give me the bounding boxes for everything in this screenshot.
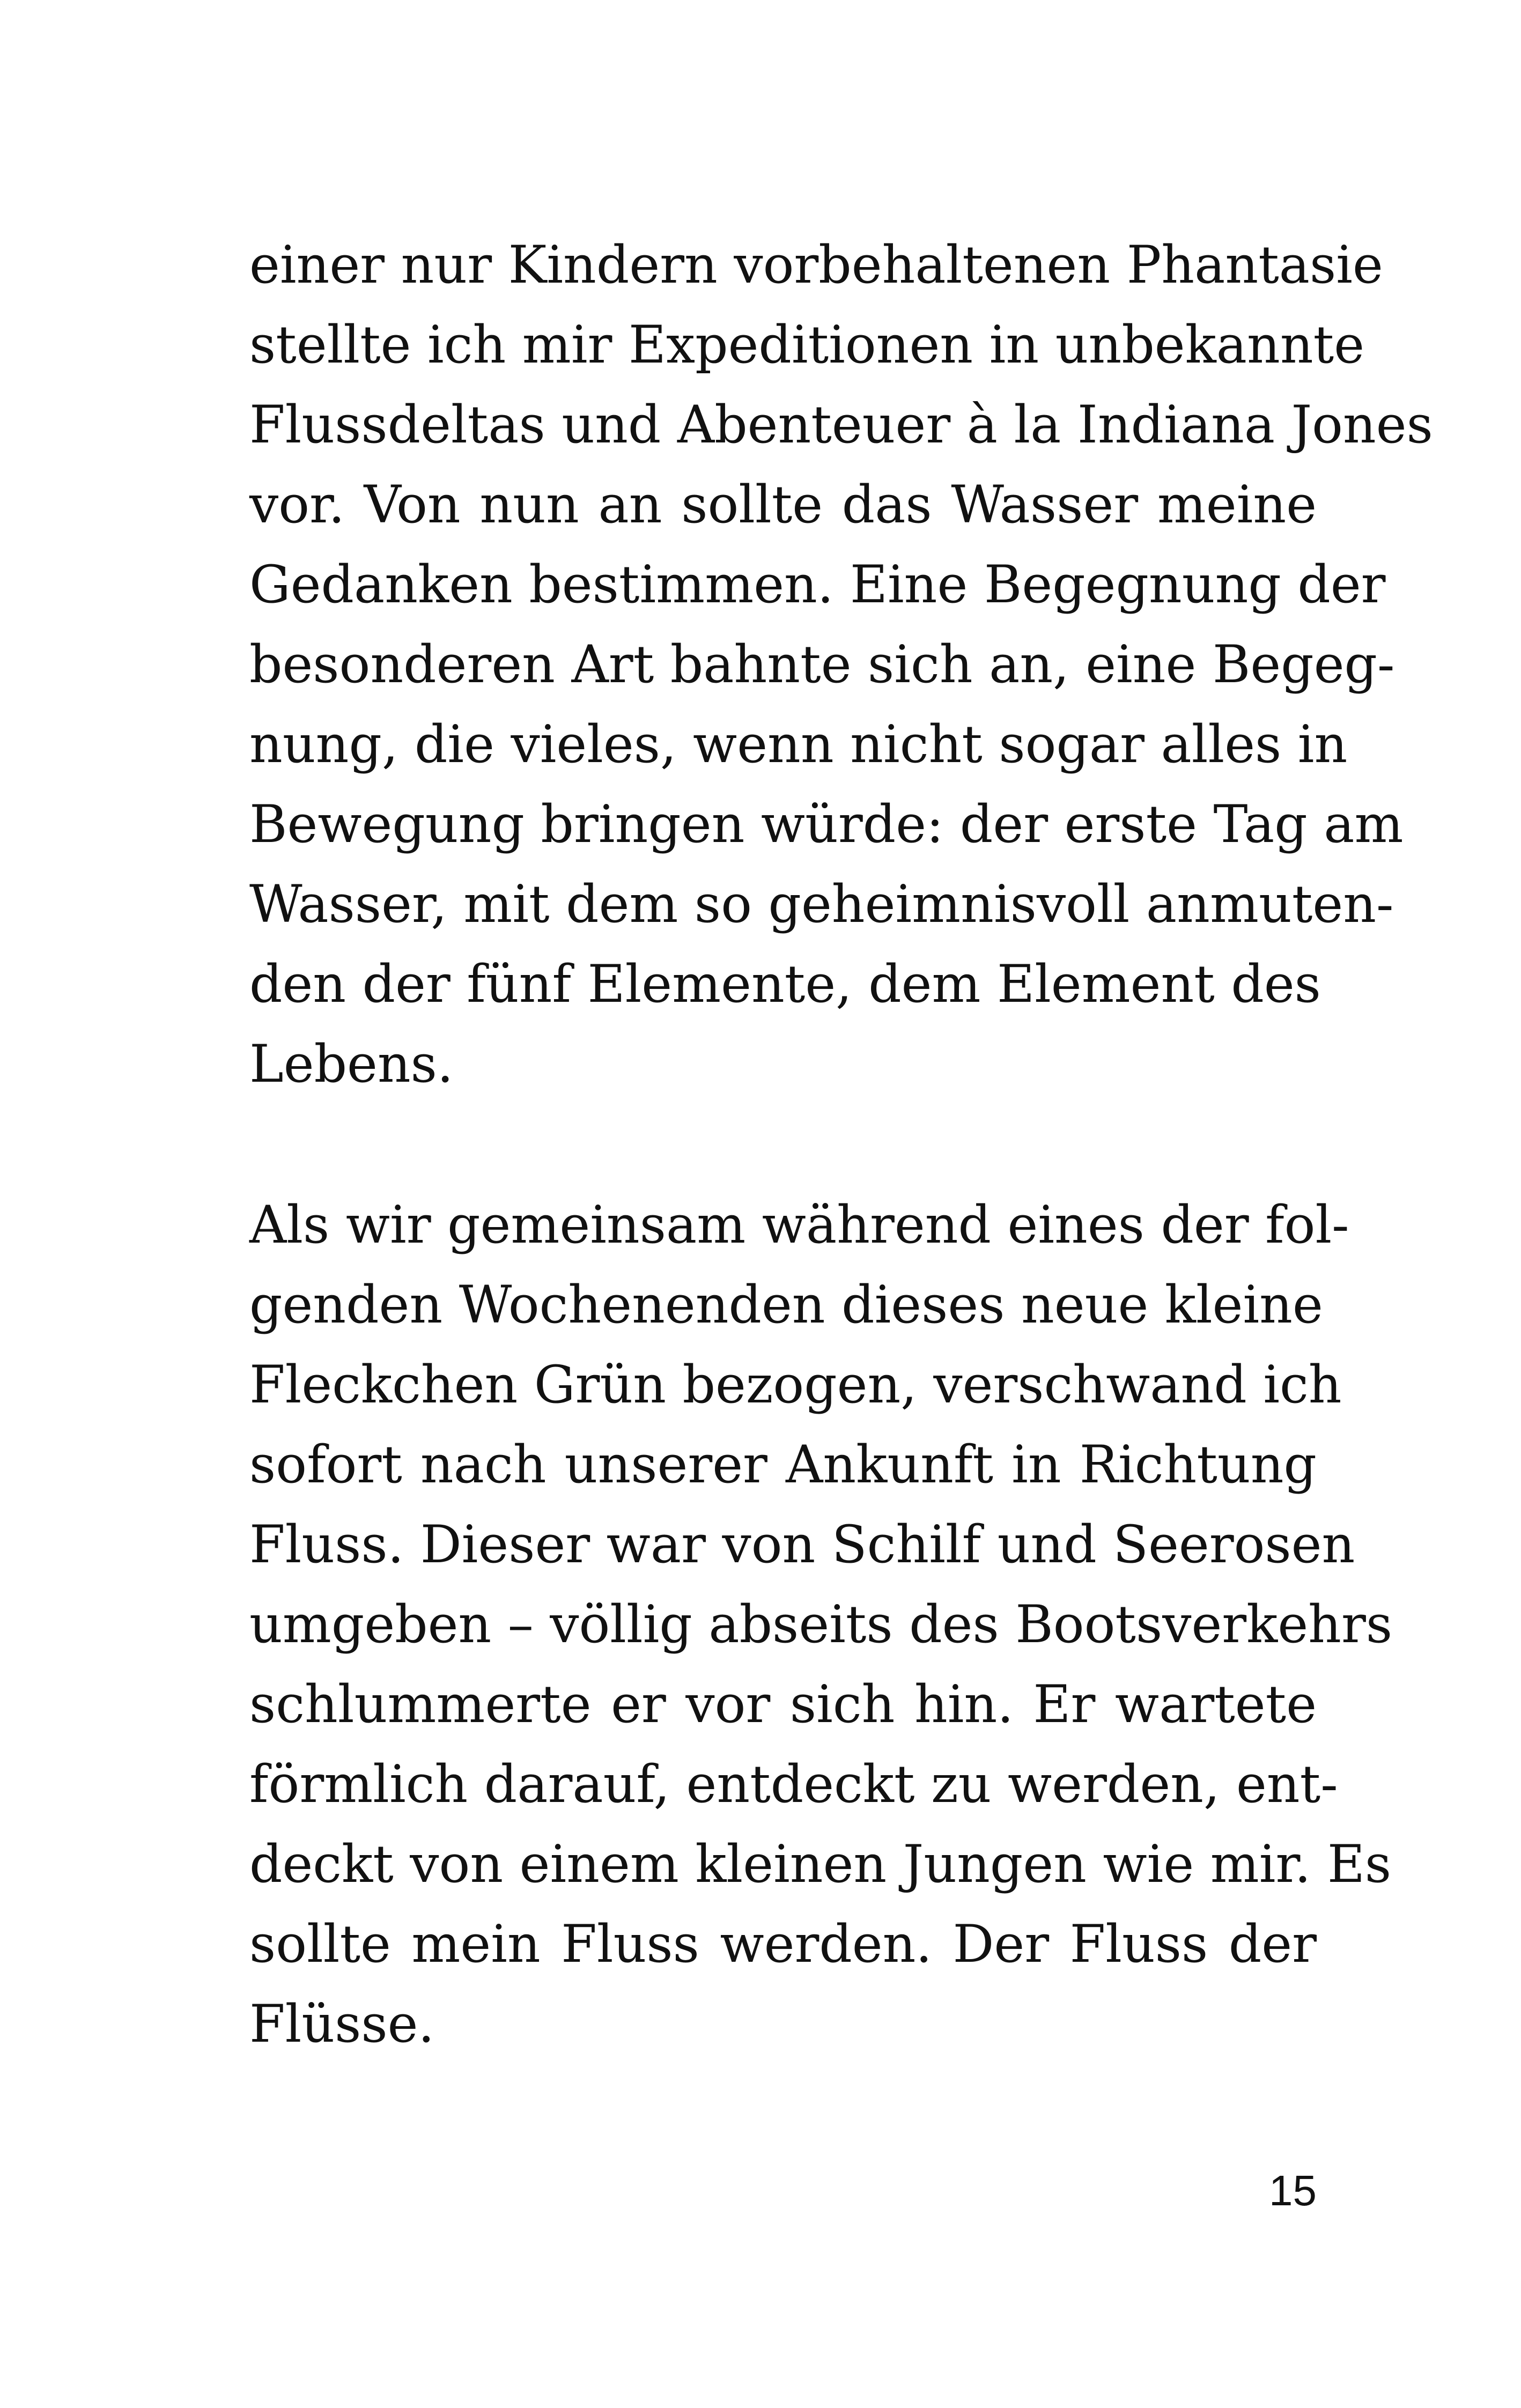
text-line: Flüsse. bbox=[249, 1994, 434, 2054]
text-line: Bewegung bringen würde: der erste Tag am bbox=[249, 794, 1404, 854]
text-line: stellte ich mir Expeditionen in unbekannte bbox=[249, 315, 1365, 375]
text-line: Als wir gemeinsam während eines der fol- bbox=[249, 1195, 1349, 1255]
paragraph-1 bbox=[249, 225, 1433, 1104]
text-line: einer nur Kindern vorbehaltenen Phantasie bbox=[249, 235, 1383, 295]
text-line: umgeben – völlig abseits des Bootsverkehrs bbox=[249, 1594, 1393, 1654]
text-line: Flussdeltas und Abenteuer à la Indiana Jones bbox=[249, 395, 1433, 455]
text-line: deckt von einem kleinen Jungen wie mir. Es bbox=[249, 1834, 1392, 1894]
page-number: 15 bbox=[1269, 2167, 1317, 2214]
text-line: Wasser, mit dem so geheimnisvoll anmuten- bbox=[249, 874, 1394, 934]
text-line: Fleckchen Grün bezogen, verschwand ich bbox=[249, 1355, 1342, 1415]
text-line: schlummerte er vor sich hin. Er wartete bbox=[249, 1674, 1317, 1734]
text-line: besonderen Art bahnte sich an, eine Begeg- bbox=[249, 634, 1395, 695]
text-line: Fluss. Dieser war von Schilf und Seerosen bbox=[249, 1515, 1355, 1575]
text-line: förmlich darauf, entdeckt zu werden, ent- bbox=[249, 1754, 1338, 1814]
text-line: den der fünf Elemente, dem Element des bbox=[249, 954, 1321, 1014]
paragraph-2 bbox=[249, 1185, 1393, 2064]
text-line: sofort nach unserer Ankunft in Richtung bbox=[249, 1435, 1317, 1495]
text-line: vor. Von nun an sollte das Wasser meine bbox=[249, 475, 1317, 535]
text-line: Gedanken bestimmen. Eine Begegnung der bbox=[249, 555, 1386, 615]
text-line: Lebens. bbox=[249, 1034, 454, 1094]
text-line: sollte mein Fluss werden. Der Fluss der bbox=[249, 1914, 1317, 1974]
text-line: nung, die vieles, wenn nicht sogar alles in bbox=[249, 714, 1348, 774]
text-line: genden Wochenenden dieses neue kleine bbox=[249, 1275, 1323, 1335]
